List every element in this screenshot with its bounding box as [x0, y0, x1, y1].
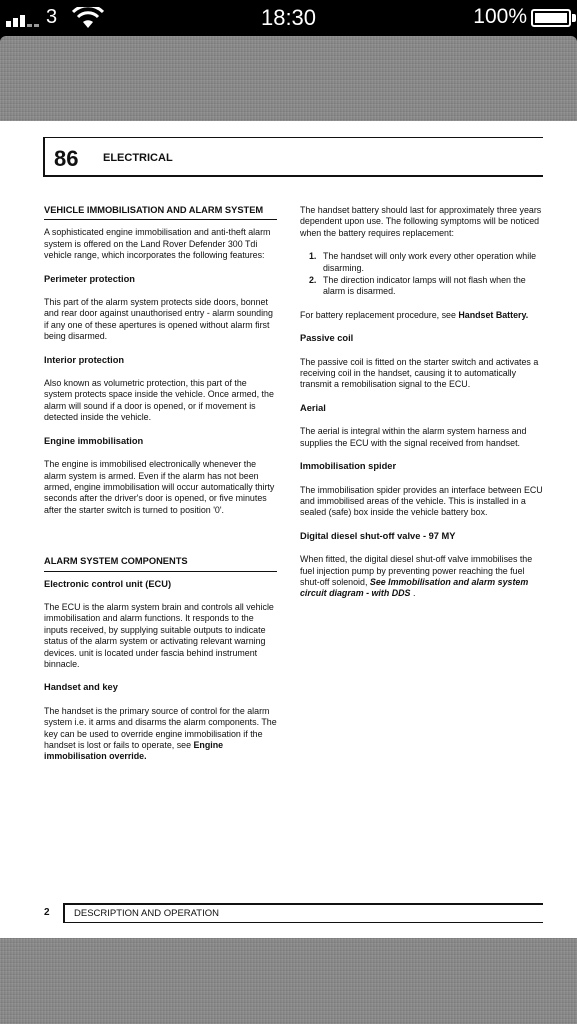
footer-title: DESCRIPTION AND OPERATION	[74, 908, 219, 919]
list-item: 1. The handset will only work every other operation while disarming.	[309, 251, 537, 273]
subheading-spider: Immobilisation spider	[300, 461, 397, 472]
status-time: 18:30	[260, 5, 317, 30]
handset-paragraph: The handset is the primary source of control for the alarm system i.e. it arms and disarms the alarm components. The key can be used to override engine immobilisation if the handset is lost or fails to operate, see Engine immobilisation override.	[44, 705, 277, 762]
carrier-label: 3	[46, 6, 58, 28]
engine-paragraph: The engine is immobilised electronically whenever the alarm system is armed. Even if the alarm has not been armed, engine immobilisation will occur automatically thirty seconds after the driver's door is opened, or five minutes after the starter switch is turned to position '0'.	[44, 459, 275, 515]
subheading-perimeter: Perimeter protection	[44, 273, 135, 284]
section-heading-components: ALARM SYSTEM COMPONENTS	[44, 556, 277, 571]
section-number: 86	[54, 146, 79, 171]
linen-background-bottom	[0, 938, 577, 1024]
section-heading-immobilisation: VEHICLE IMMOBILISATION AND ALARM SYSTEM	[44, 205, 277, 220]
battery-tip	[572, 14, 576, 22]
subheading-interior: Interior protection	[44, 354, 125, 365]
perimeter-paragraph: This part of the alarm system protects side doors, bonnet and rear door against unauthorised entry - alarm sounding if any one of these apertures is opened without alarm first being disarmed.	[44, 297, 273, 342]
interior-paragraph: Also known as volumetric protection, this part of the system protects space inside the vehicle. Once armed, the alarm will sound if a door is opened, or if movement is detected inside the vehicle.	[44, 378, 274, 423]
subheading-aerial: Aerial	[300, 402, 326, 413]
link-handset-battery[interactable]: Handset Battery.	[458, 309, 529, 320]
document-page[interactable]	[0, 121, 577, 938]
subheading-ecu: Electronic control unit (ECU)	[44, 578, 172, 589]
spider-paragraph: The immobilisation spider provides an interface between ECU and immobilised areas of the vehicle. This is installed in a sealed (safe) box inside the vehicle battery box.	[300, 484, 543, 518]
valve-paragraph: When fitted, the digital diesel shut-off valve immobilises the fuel injection pump by preventing power reaching the fuel shut-off solenoid, See Immobilisation and alarm system circuit diagram - with DDS .	[300, 554, 533, 599]
aerial-paragraph: The aerial is integral within the alarm system harness and supplies the ECU with the signal received from handset.	[300, 426, 527, 448]
list-item: 2. The direction indicator lamps will not flash when the alarm is disarmed.	[309, 275, 526, 297]
intro-paragraph: A sophisticated engine immobilisation and anti-theft alarm system is offered on the Land Rover Defender 300 Tdi vehicle range, which incorporates the following features:	[44, 227, 271, 261]
link-engine-immobilisation-override[interactable]: Engine immobilisation override.	[44, 740, 224, 762]
page-number: 2	[44, 907, 50, 918]
subheading-shutoff-valve: Digital diesel shut-off valve - 97 MY	[300, 530, 456, 541]
ecu-paragraph: The ECU is the alarm system brain and controls all vehicle immobilisation and alarm functions. It responds to the inputs received, by supplying suitable outputs to indicate status of the alarm system or activating relevant warning devices. unit is located under fascia behind instrument binnacle.	[44, 601, 274, 669]
status-bar	[0, 0, 577, 36]
page-header	[43, 137, 543, 177]
coil-paragraph: The passive coil is fitted on the starter switch and activates a receiving coil in the handset, causing it to automatically transmit a remobilisation signal to the ECU.	[300, 356, 539, 390]
subheading-handset: Handset and key	[44, 682, 118, 693]
subheading-engine: Engine immobilisation	[44, 435, 144, 446]
battery-percentage: 100%	[473, 5, 527, 28]
section-title: ELECTRICAL	[103, 152, 173, 164]
linen-background-top	[0, 36, 577, 121]
replacement-paragraph: For battery replacement procedure, see Handset Battery.	[300, 309, 529, 320]
left-column	[44, 205, 277, 775]
page-footer	[63, 903, 543, 923]
battery-icon	[531, 9, 571, 27]
battery-paragraph: The handset battery should last for approximately three years dependent upon use. The following symptoms will be noticed when the battery requires replacement:	[300, 205, 542, 238]
link-circuit-diagram[interactable]: See Immobilisation and alarm system circuit diagram - with DDS	[300, 576, 529, 599]
right-column	[300, 205, 543, 612]
subheading-passive-coil: Passive coil	[300, 333, 354, 344]
symptom-list	[300, 251, 543, 298]
